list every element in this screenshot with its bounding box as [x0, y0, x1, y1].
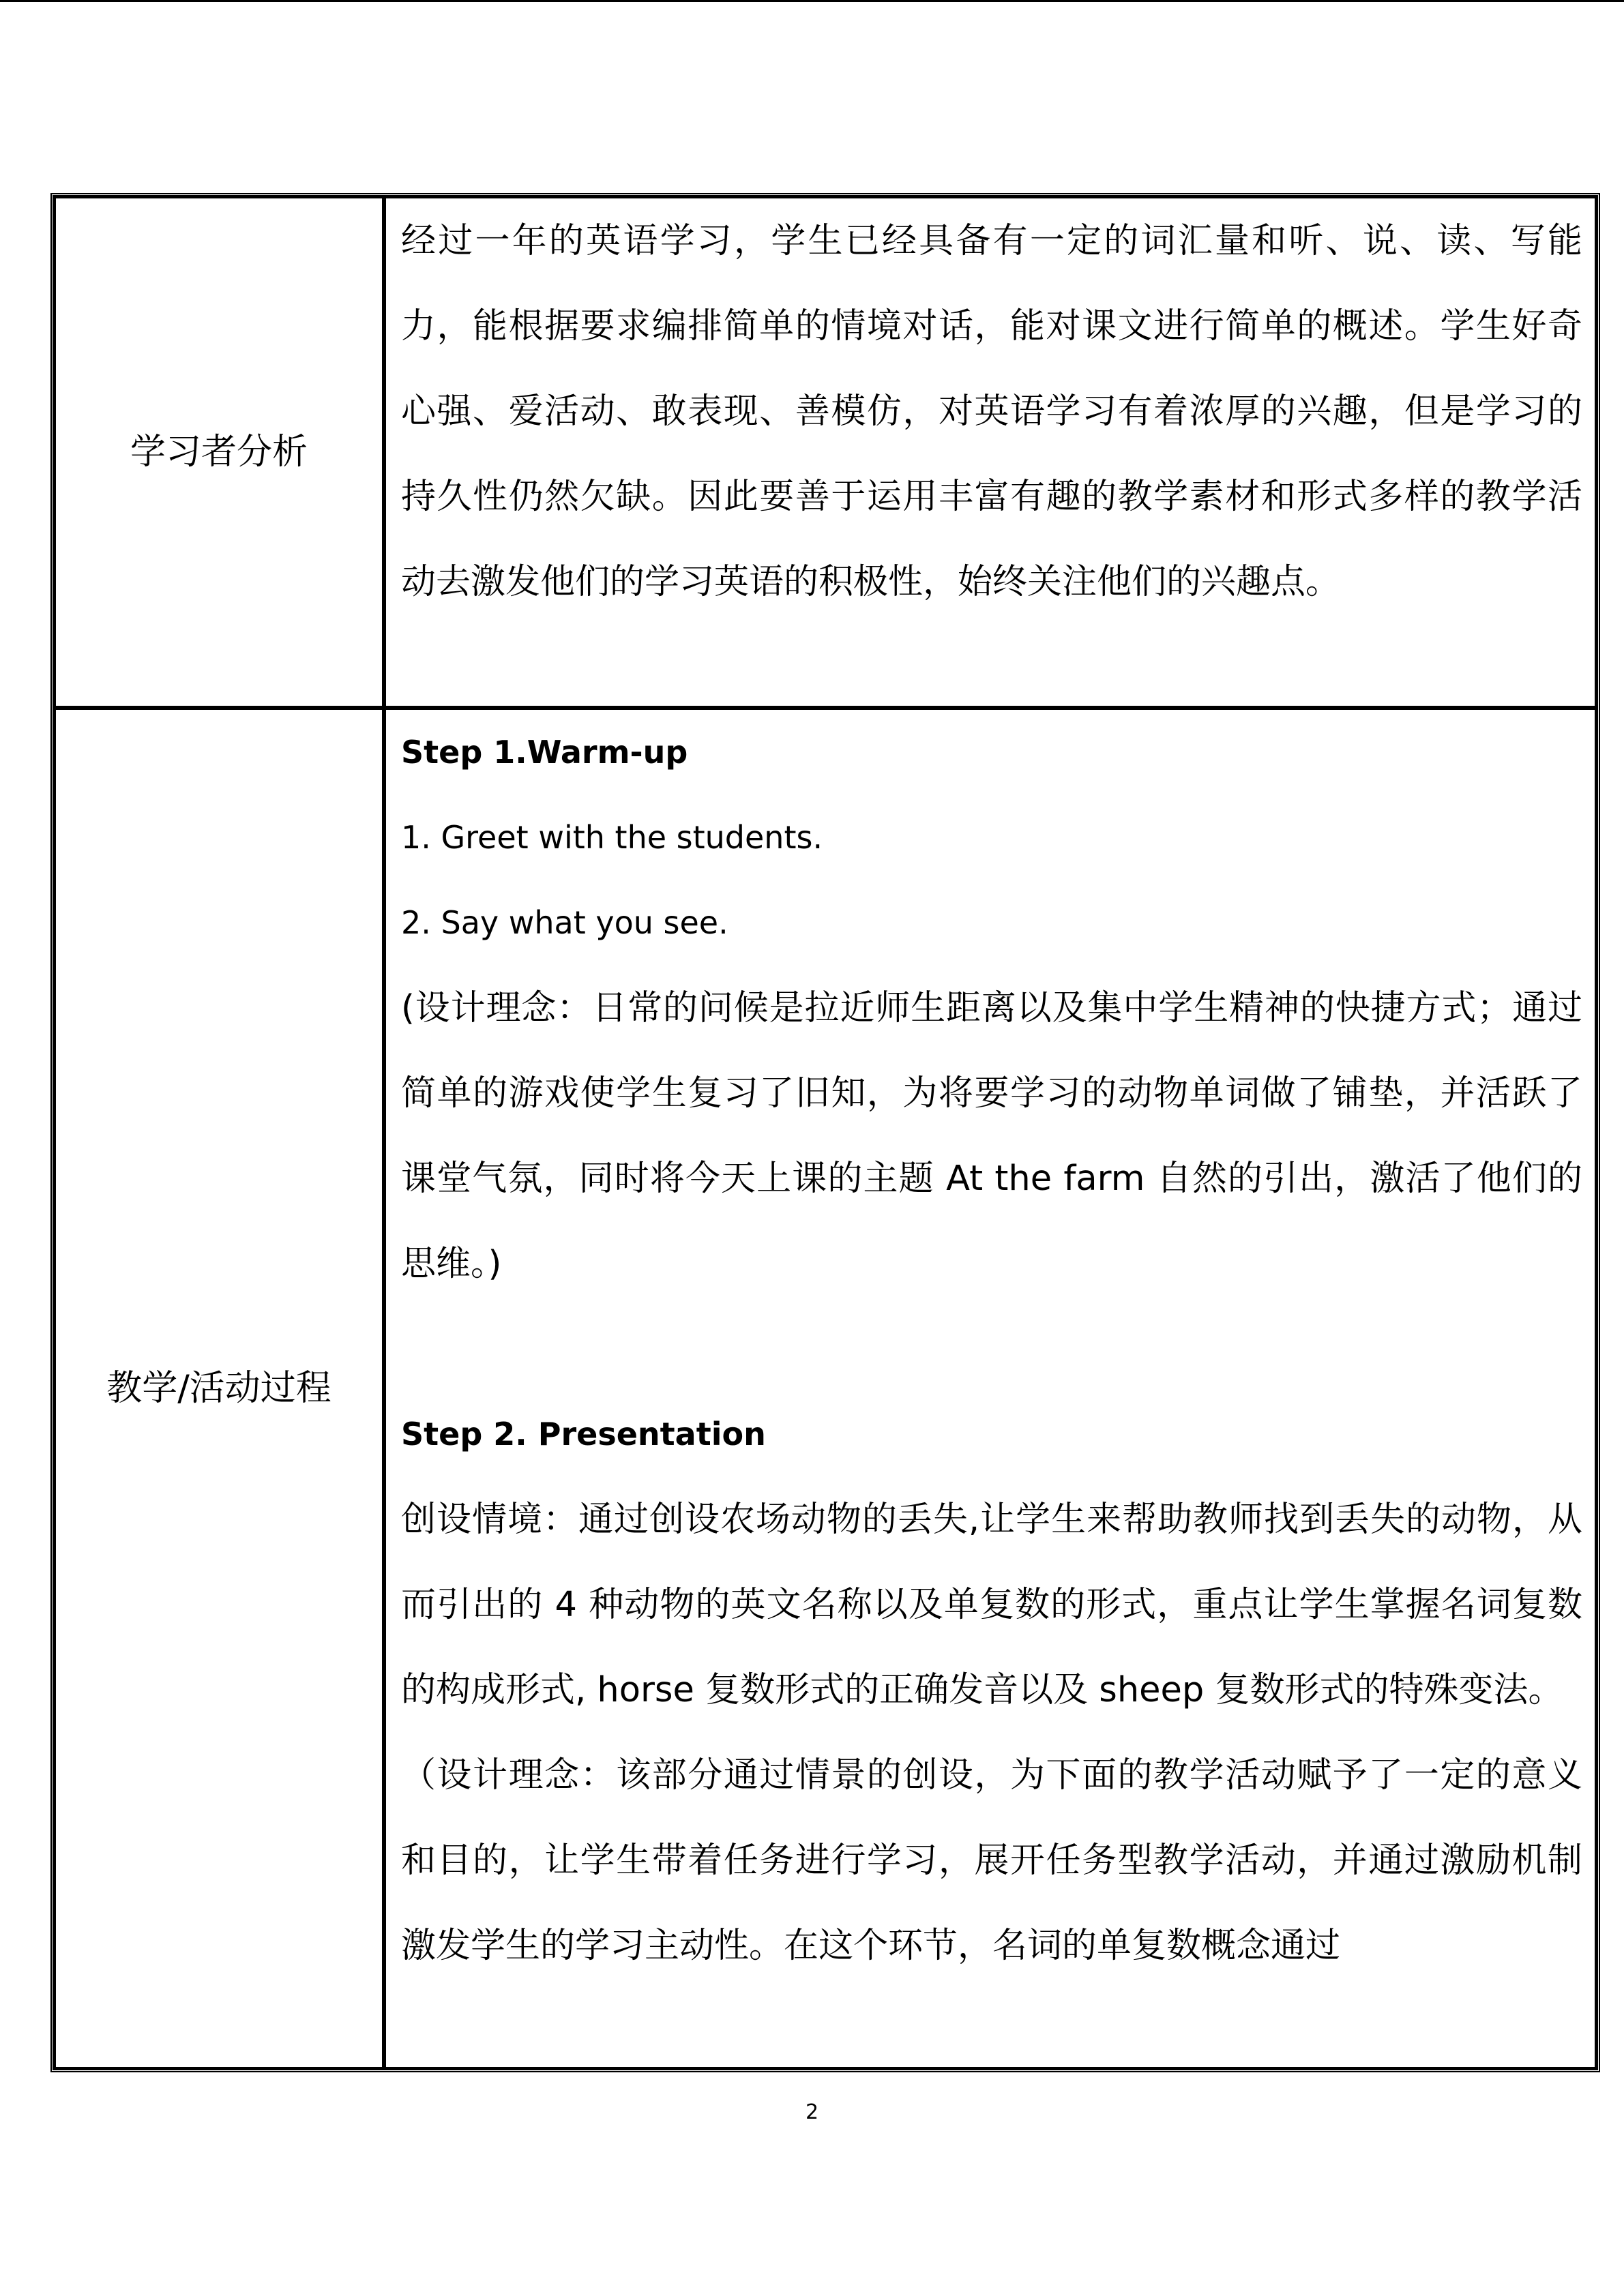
- step1-item-2: 2. Say what you see.: [401, 904, 728, 941]
- lesson-plan-table: [50, 193, 1600, 2072]
- step2-heading: Step 2. Presentation: [401, 1416, 766, 1452]
- learner-analysis-row: [54, 196, 1597, 708]
- step2-rationale: （设计理念：该部分通过情景的创设，为下面的教学活动赋予了一定的意义和目的，让学生带着任务进行学习，展开任务型教学活动，并通过激励机制激发学生的学习主动性。在这个环节，名词的单复数概念通过: [401, 1755, 1582, 1966]
- teaching-process-content: [384, 708, 1597, 2069]
- top-border-line: [0, 0, 1624, 2]
- teaching-process-label: 教学/活动过程: [54, 708, 384, 2069]
- step2-scenario: 创设情境：通过创设农场动物的丢失,让学生来帮助教师找到丢失的动物，从而引出的 4 种动物的英文名称以及单复数的形式，重点让学生掌握名词复数的构成形式, horse 复数形式的正确发音以及 sheep 复数形式的特殊变法。: [401, 1500, 1582, 1710]
- teaching-process-row: [54, 708, 1597, 2069]
- learner-analysis-text: 经过一年的英语学习，学生已经具备有一定的词汇量和听、说、读、写能力，能根据要求编排简单的情境对话，能对课文进行简单的概述。学生好奇心强、爱活动、敢表现、善模仿，对英语学习有着浓厚的兴趣，但是学习的持久性仍然欠缺。因此要善于运用丰富有趣的教学素材和形式多样的教学活动去激发他们的学习英语的积极性，始终关注他们的兴趣点。: [401, 221, 1582, 602]
- step1-rationale: (设计理念：日常的问候是拉近师生距离以及集中学生精神的快捷方式；通过简单的游戏使学生复习了旧知，为将要学习的动物单词做了铺垫，并活跃了课堂气氛，同时将今天上课的主题 At the farm 自然的引出，激活了他们的思维。): [401, 988, 1582, 1284]
- learner-analysis-label: 学习者分析: [54, 196, 384, 708]
- step1-item-1: 1. Greet with the students.: [401, 819, 823, 856]
- blank-spacer: [401, 1307, 1582, 1392]
- page-number: 2: [805, 2100, 819, 2124]
- step1-heading: Step 1.Warm-up: [401, 734, 688, 771]
- learner-analysis-content: [384, 196, 1597, 708]
